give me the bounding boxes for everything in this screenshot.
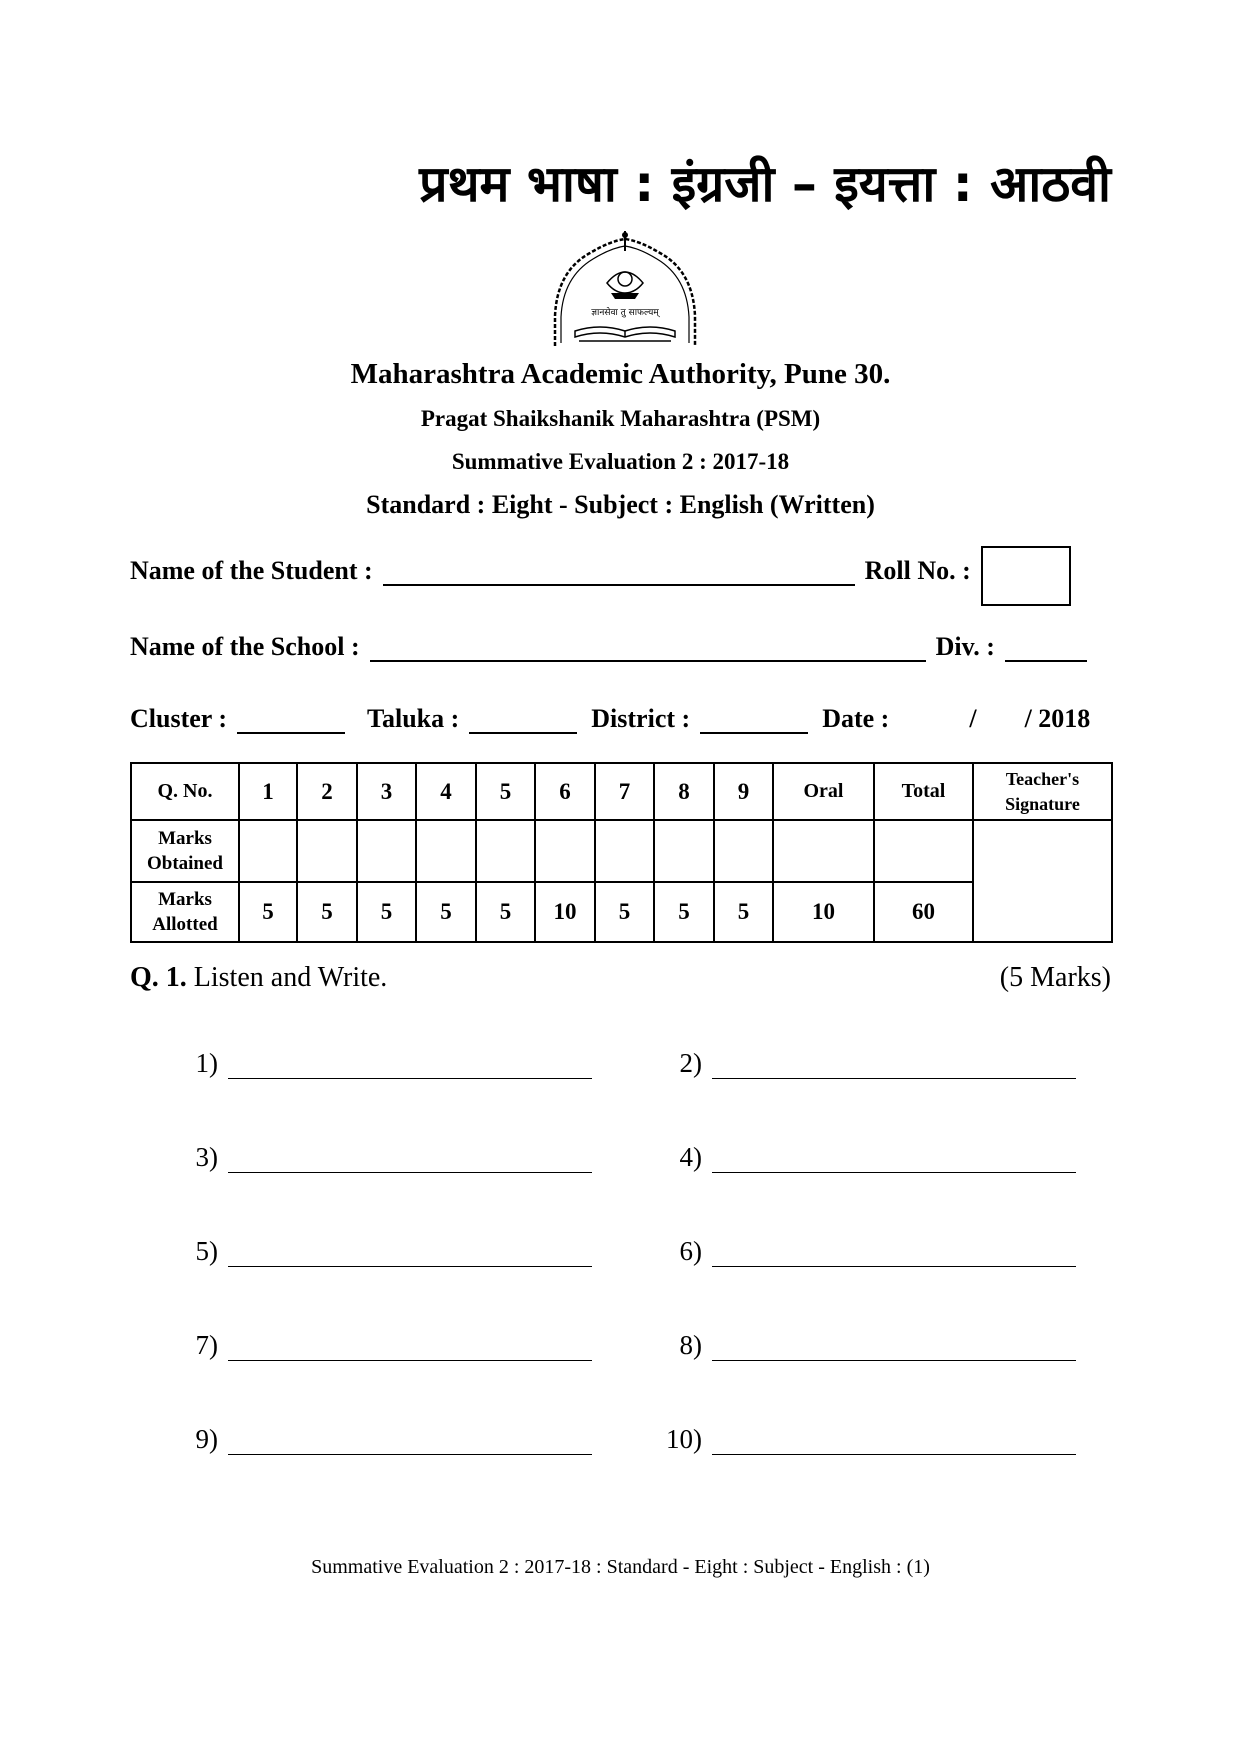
allotted-cell: 5 <box>714 882 773 942</box>
col-header: 8 <box>654 763 714 820</box>
obtained-cell[interactable] <box>239 820 297 882</box>
date-label: Date : <box>822 704 890 733</box>
question-1-number: Q. 1. <box>130 962 187 993</box>
roll-no-box[interactable] <box>981 546 1071 606</box>
answer-line[interactable] <box>228 1336 592 1361</box>
allotted-label-line1: Marks <box>158 889 212 910</box>
allotted-label-line2: Allotted <box>152 914 218 935</box>
cluster-field[interactable] <box>237 706 345 734</box>
cluster-label: Cluster : <box>130 704 228 733</box>
marks-allotted-label <box>131 882 239 942</box>
date-year: / 2018 <box>1024 704 1091 733</box>
col-header: 1 <box>239 763 297 820</box>
answer-number: 10) <box>666 1424 702 1454</box>
hindi-title: प्रथम भाषा : इंग्रजी – इयत्ता : आठवी <box>419 155 1111 213</box>
answer-line[interactable] <box>228 1148 592 1173</box>
allotted-cell: 5 <box>357 882 416 942</box>
allotted-cell: 10 <box>535 882 595 942</box>
col-header: 6 <box>535 763 595 820</box>
district-field[interactable] <box>700 706 808 734</box>
obtained-cell[interactable] <box>357 820 416 882</box>
answer-item <box>654 1424 1076 1455</box>
taluka-field[interactable] <box>469 706 577 734</box>
signature-header <box>973 763 1112 820</box>
authority-name: Maharashtra Academic Authority, Pune 30. <box>350 358 891 390</box>
allotted-cell: 5 <box>654 882 714 942</box>
answer-item <box>654 1142 1076 1173</box>
marks-obtained-label <box>131 820 239 882</box>
question-1-marks: (5 Marks) <box>999 962 1111 993</box>
col-header-total: Total <box>874 763 973 820</box>
taluka-label: Taluka : <box>367 704 460 733</box>
school-name-field[interactable] <box>370 634 926 662</box>
answer-number: 8) <box>679 1330 702 1360</box>
answer-line[interactable] <box>228 1430 592 1455</box>
allotted-cell: 5 <box>595 882 654 942</box>
school-name-label: Name of the School : <box>130 632 360 661</box>
obtained-cell[interactable] <box>476 820 535 882</box>
authority-emblem <box>545 231 705 351</box>
signature-label-line1: Teacher's <box>1005 768 1080 789</box>
qno-header: Q. No. <box>131 763 239 820</box>
answer-item <box>170 1330 592 1361</box>
district-label: District : <box>591 704 691 733</box>
col-header: 9 <box>714 763 773 820</box>
allotted-cell: 5 <box>297 882 357 942</box>
allotted-cell: 5 <box>239 882 297 942</box>
location-row <box>130 698 1111 734</box>
answer-item <box>654 1236 1076 1267</box>
program-name: Pragat Shaikshanik Maharashtra (PSM) <box>420 406 821 431</box>
obtained-cell[interactable] <box>654 820 714 882</box>
answer-number: 2) <box>679 1048 702 1078</box>
evaluation-title: Summative Evaluation 2 : 2017-18 <box>451 449 790 474</box>
answer-line[interactable] <box>712 1148 1076 1173</box>
answer-line[interactable] <box>712 1054 1076 1079</box>
answer-number: 6) <box>679 1236 702 1266</box>
obtained-cell[interactable] <box>595 820 654 882</box>
date-separator: / <box>969 704 977 733</box>
student-name-field[interactable] <box>383 558 855 586</box>
emblem-motto: ज्ञानसेवा तु साफल्यम् <box>591 308 659 318</box>
student-name-label: Name of the Student : <box>130 556 373 585</box>
answer-item <box>170 1424 592 1455</box>
obtained-cell[interactable] <box>535 820 595 882</box>
col-header: 7 <box>595 763 654 820</box>
table-header-row <box>131 763 1112 820</box>
allotted-cell: 5 <box>416 882 476 942</box>
obtained-cell[interactable] <box>714 820 773 882</box>
roll-no-label: Roll No. : <box>864 556 971 585</box>
answer-line[interactable] <box>228 1242 592 1267</box>
col-header: 3 <box>357 763 416 820</box>
col-header-oral: Oral <box>773 763 874 820</box>
signature-label-line2: Signature <box>1005 793 1080 814</box>
student-row <box>130 546 1111 606</box>
answer-number: 4) <box>679 1142 702 1172</box>
div-label: Div. : <box>935 632 995 661</box>
answer-number: 5) <box>195 1236 218 1266</box>
obtained-label-line1: Marks <box>158 828 212 849</box>
standard-subject: Standard : Eight - Subject : English (Written) <box>366 490 875 519</box>
obtained-cell-oral[interactable] <box>773 820 874 882</box>
teacher-signature-cell[interactable] <box>973 820 1112 942</box>
school-row <box>130 626 1111 662</box>
col-header: 2 <box>297 763 357 820</box>
marks-table <box>130 762 1113 943</box>
answer-number: 3) <box>195 1142 218 1172</box>
answer-line[interactable] <box>712 1242 1076 1267</box>
answer-number: 7) <box>195 1330 218 1360</box>
obtained-label-line2: Obtained <box>146 853 224 874</box>
obtained-cell[interactable] <box>416 820 476 882</box>
obtained-cell-total[interactable] <box>874 820 973 882</box>
answer-line[interactable] <box>228 1054 592 1079</box>
allotted-cell: 5 <box>476 882 535 942</box>
answer-item <box>170 1236 592 1267</box>
question-1-text: Listen and Write. <box>193 962 388 993</box>
page-footer: Summative Evaluation 2 : 2017-18 : Standard - Eight : Subject - English : (1) <box>311 1556 930 1578</box>
allotted-cell-total: 60 <box>874 882 973 942</box>
answer-item <box>654 1048 1076 1079</box>
question-1-heading <box>130 962 1111 994</box>
answer-item <box>170 1048 592 1079</box>
col-header: 5 <box>476 763 535 820</box>
answer-line[interactable] <box>712 1430 1076 1455</box>
answer-number: 1) <box>195 1048 218 1078</box>
answer-item <box>170 1142 592 1173</box>
answer-line[interactable] <box>712 1336 1076 1361</box>
obtained-cell[interactable] <box>297 820 357 882</box>
answer-number: 9) <box>195 1424 218 1454</box>
col-header: 4 <box>416 763 476 820</box>
marks-obtained-row <box>131 820 1112 882</box>
allotted-cell-oral: 10 <box>773 882 874 942</box>
answer-item <box>654 1330 1076 1361</box>
div-field[interactable] <box>1005 634 1087 662</box>
marks-allotted-row <box>131 882 1112 942</box>
